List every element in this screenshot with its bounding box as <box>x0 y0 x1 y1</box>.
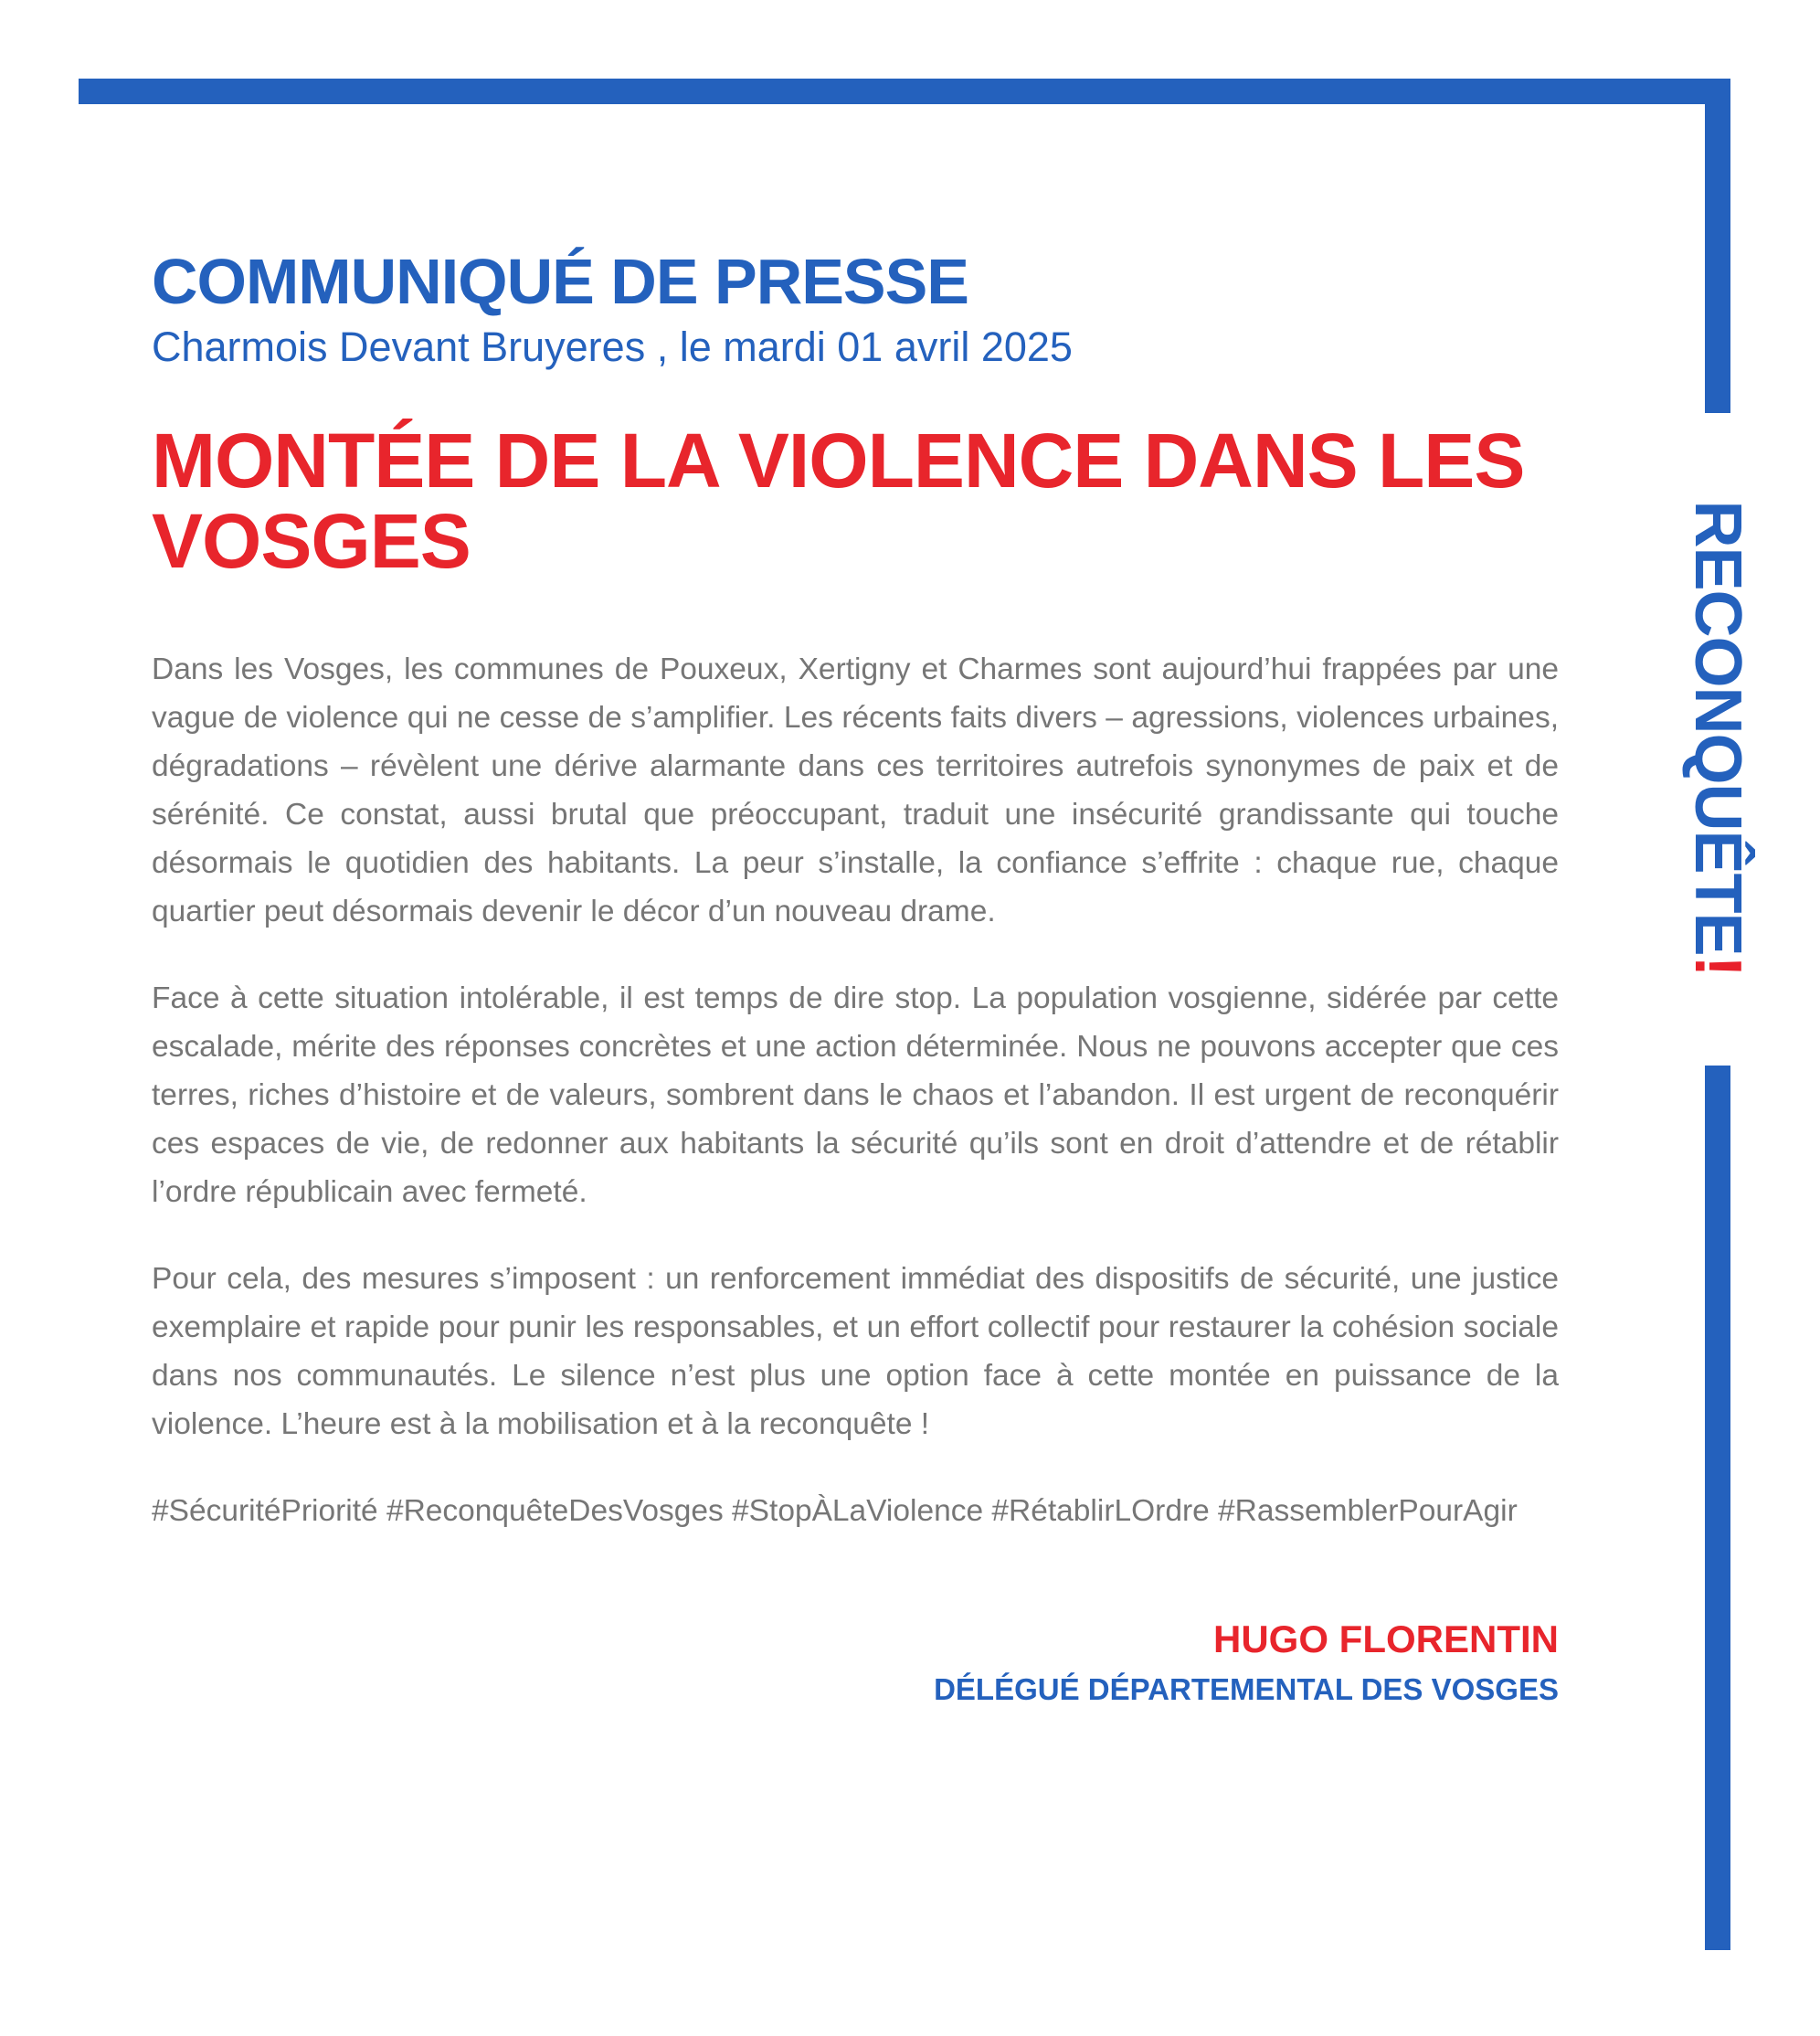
frame-top-bar <box>79 79 1730 104</box>
hashtag: #RétablirLOrdre <box>991 1494 1210 1528</box>
dateline: Charmois Devant Bruyeres , le mardi 01 avril 2025 <box>152 323 1073 370</box>
logo-wordmark: RECONQUÊTE <box>1681 500 1754 956</box>
document-type-heading: COMMUNIQUÉ DE PRESSE <box>152 246 968 317</box>
signer-role: DÉLÉGUÉ DÉPARTEMENTAL DES VOSGES <box>934 1672 1559 1706</box>
hashtag: #SécuritéPriorité <box>152 1494 378 1528</box>
signature-block <box>152 1616 1559 1716</box>
hashtag: #RassemblerPourAgir <box>1218 1494 1518 1528</box>
hashtag: #StopÀLaViolence <box>732 1494 984 1528</box>
signer-name: HUGO FLORENTIN <box>1213 1617 1559 1660</box>
frame-right-bar-lower <box>1705 1066 1730 1950</box>
press-release-headline: MONTÉE DE LA VIOLENCE DANS LES VOSGES <box>152 418 1525 584</box>
body-paragraph-3: Pour cela, des mesures s’imposent : un renforcement immédiat des dispositifs de sécurité, une justice exemplaire et rapide pour punir les responsables, et un effort collectif pour restaurer la cohésion sociale dans nos communautés. Le silence n’est plus une option face à cette montée en puissance de la violence. L’heure est à la mobilisation et à la reconquête ! <box>152 1262 1559 1441</box>
body-paragraph-2: Face à cette situation intolérable, il est temps de dire stop. La population vosgienne, sidérée par cette escalade, mérite des réponses concrètes et une action déterminée. Nous ne pouvons accepter que ces terres, riches d’histoire et de valeurs, sombrent dans le chaos et l’abandon. Il est urgent de reconquérir ces espaces de vie, de redonner aux habitants la sécurité qu’ils sont en droit d’attendre et de rétablir l’ordre républicain avec fermeté. <box>152 981 1559 1209</box>
press-release-content <box>152 243 1559 1716</box>
hashtag-list <box>152 1487 1559 1535</box>
logo-exclamation-mark: ! <box>1681 955 1754 977</box>
reconquete-logo <box>1681 500 1754 977</box>
frame-right-bar-upper <box>1705 79 1730 413</box>
body-paragraph-1: Dans les Vosges, les communes de Pouxeux, Xertigny et Charmes sont aujourd’hui frappées par une vague de violence qui ne cesse de s’amplifier. Les récents faits divers – agressions, violences urbaines, dégradations – révèlent une dérive alarmante dans ces territoires autrefois synonymes de paix et de sérénité. Ce constat, aussi brutal que préoccupant, traduit une insécurité grandissante qui touche désormais le quotidien des habitants. La peur s’installe, la confiance s’effrite : chaque rue, chaque quartier peut désormais devenir le décor d’un nouveau drame. <box>152 652 1559 928</box>
hashtag: #ReconquêteDesVosges <box>386 1494 724 1528</box>
